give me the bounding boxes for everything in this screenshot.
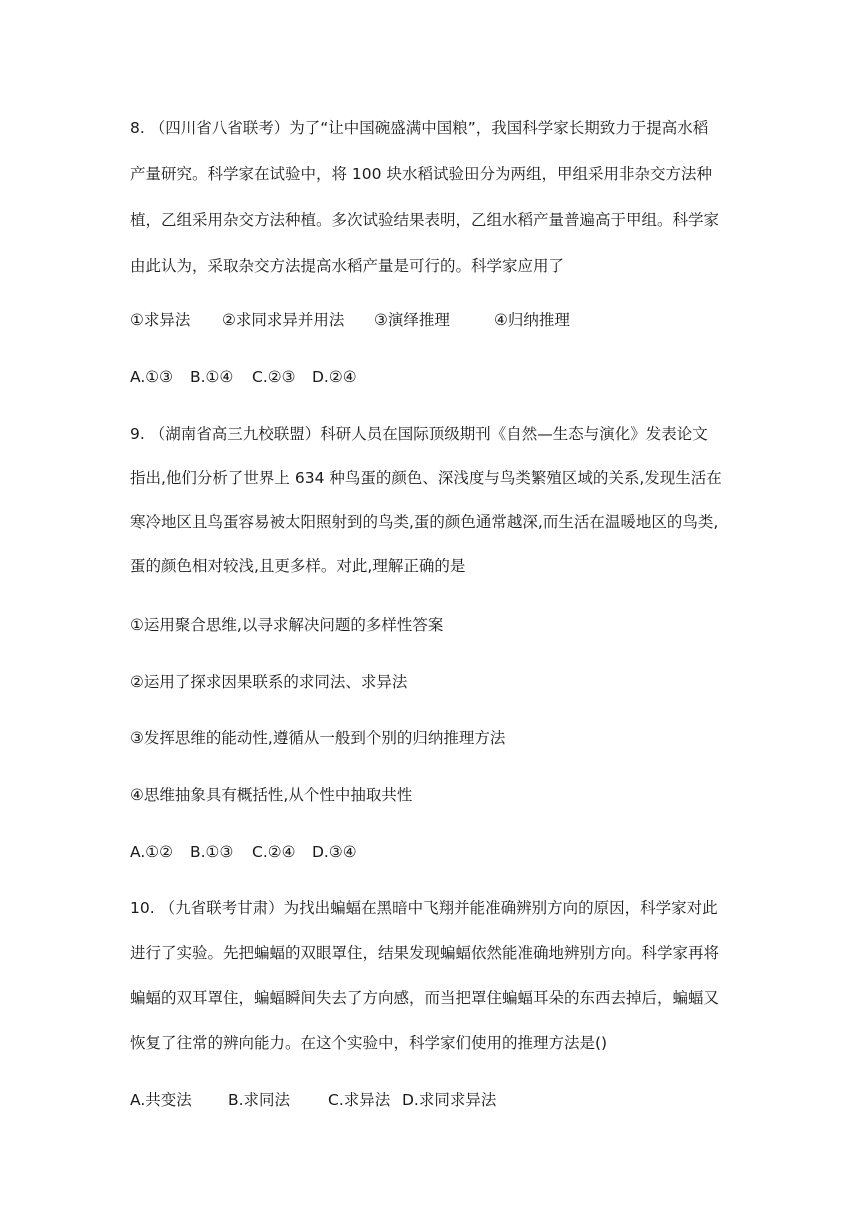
- q8-choice-d: D.②④: [312, 368, 357, 386]
- q9-statement-1: ①运用聚合思维,以寻求解决问题的多样性答案: [130, 616, 444, 634]
- q8-stem-line-3: 植，乙组采用杂交方法种植。多次试验结果表明，乙组水稻产量普遍高于甲组。科学家: [130, 211, 720, 229]
- q10-stem-line-4: 恢复了往常的辨向能力。在这个实验中，科学家们使用的推理方法是(): [130, 1034, 608, 1052]
- q8-stem-line-2: 产量研究。科学家在试验中，将 100 块水稻试验田分为两组，甲组采用非杂交方法种: [130, 165, 712, 183]
- q9-choices: [130, 841, 740, 863]
- q9-stem-line-4: 蛋的颜色相对较浅,且更多样。对此,理解正确的是: [130, 557, 466, 575]
- q10-choice-d: D.求同求异法: [402, 1091, 497, 1109]
- q9-choice-b: B.①③: [190, 843, 234, 861]
- q9-choice-d: D.③④: [312, 843, 357, 861]
- q9-choice-c: C.②④: [252, 843, 296, 861]
- q9-stem-line-2: 指出,他们分析了世界上 634 种鸟蛋的颜色、深浅度与鸟类繁殖区域的关系,发现生活在: [130, 469, 722, 487]
- q8-choice-b: B.①④: [190, 368, 234, 386]
- q8-stem-line-4: 由此认为，采取杂交方法提高水稻产量是可行的。科学家应用了: [130, 257, 565, 275]
- q10-choice-b: B.求同法: [228, 1091, 291, 1109]
- q8-statement-1: ①求异法: [130, 311, 191, 329]
- q8-statement-2: ②求同求异并用法: [222, 311, 345, 329]
- q9-statement-4: ④思维抽象具有概括性,从个性中抽取共性: [130, 786, 413, 804]
- q8-choice-a: A.①③: [130, 368, 174, 386]
- q10-stem-line-3: 蝙蝠的双耳罩住，蝙蝠瞬间失去了方向感，而当把罩住蝙蝠耳朵的东西去掉后，蝙蝠又: [130, 989, 720, 1007]
- q9-choice-a: A.①②: [130, 843, 174, 861]
- q8-statement-3: ③演绎推理: [374, 311, 450, 329]
- q10-stem-line-2: 进行了实验。先把蝙蝠的双眼罩住，结果发现蝙蝠依然能准确地辨别方向。科学家再将: [130, 944, 720, 962]
- q9-stem-line-1: 9. （湖南省高三九校联盟）科研人员在国际顶级期刊《自然—生态与演化》发表论文: [130, 425, 708, 443]
- q8-statement-4: ④归纳推理: [494, 311, 570, 329]
- q8-statements: [130, 309, 740, 331]
- q10-choice-a: A.共变法: [130, 1091, 192, 1109]
- q8-stem-line-1: 8. （四川省八省联考）为了“让中国碗盛满中国粮”，我国科学家长期致力于提高水稻: [130, 119, 709, 137]
- q9-statement-2: ②运用了探求因果联系的求同法、求异法: [130, 673, 408, 691]
- q10-choices: [130, 1089, 740, 1111]
- q8-choices: [130, 366, 740, 388]
- q8-choice-c: C.②③: [252, 368, 296, 386]
- q9-stem-line-3: 寒冷地区且鸟蛋容易被太阳照射到的鸟类,蛋的颜色通常越深,而生活在温暖地区的鸟类,: [130, 513, 719, 531]
- q10-choice-c: C.求异法: [328, 1091, 391, 1109]
- q10-stem-line-1: 10. （九省联考甘肃）为找出蝙蝠在黑暗中飞翔并能准确辨别方向的原因，科学家对此: [130, 899, 718, 917]
- q9-statement-3: ③发挥思维的能动性,遵循从一般到个别的归纳推理方法: [130, 729, 506, 747]
